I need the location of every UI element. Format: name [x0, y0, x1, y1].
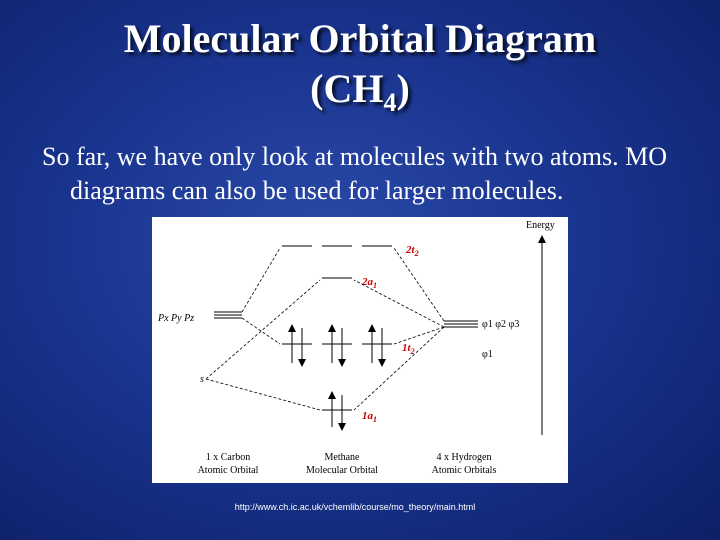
- slide-title: [0, 14, 720, 128]
- carbon-s-orbital-label: s: [200, 374, 204, 385]
- hydrogen-column-label-line2: Atomic Orbitals: [431, 465, 497, 476]
- mo-label-2a1: $2a_1$: [362, 276, 377, 290]
- hydrogen-column-label-line1: 4 x Hydrogen: [436, 452, 492, 463]
- methane-column-label-line2: Molecular Orbital: [306, 465, 378, 476]
- mo-label-2t2: $2t_2$: [406, 244, 419, 258]
- carbon-column-label-line1: 1 x Carbon: [205, 452, 251, 463]
- body-text: So far, we have only look at molecules with two atoms. MO diagrams can also be used for larger molecules.: [42, 142, 668, 205]
- electron-arrows-1t2: [292, 328, 382, 363]
- mo-diagram-figure: [152, 217, 568, 483]
- title-formula-end: ): [396, 66, 410, 111]
- title-formula-subscript: 4: [383, 88, 397, 117]
- energy-axis-label: Energy: [526, 220, 555, 231]
- source-url: http://www.ch.ic.ac.uk/vchemlib/course/mo_theory/main.html: [234, 502, 476, 512]
- hydrogen-orbital-label-bottom: φ1: [482, 349, 493, 360]
- correlation-lines: [206, 248, 444, 410]
- mo-label-1t2: $1t_2$: [402, 342, 415, 356]
- carbon-column-label-line2: Atomic Orbital: [197, 465, 259, 476]
- slide-title-line2: [0, 64, 720, 128]
- hydrogen-orbital-levels: [444, 321, 478, 327]
- electron-arrows-1a1: [332, 395, 342, 427]
- title-formula-main: (CH: [310, 66, 384, 111]
- methane-column-label-line1: Methane: [324, 452, 360, 463]
- slide-title-line1: Molecular Orbital Diagram: [123, 16, 597, 61]
- hydrogen-orbital-label-top: φ1 φ2 φ3: [482, 319, 520, 330]
- mo-diagram-svg: [152, 217, 568, 483]
- mo-label-1a1: $1a_1$: [362, 410, 377, 424]
- carbon-p-orbital-label: Px Py Pz: [158, 313, 195, 324]
- carbon-p-levels: [214, 312, 242, 318]
